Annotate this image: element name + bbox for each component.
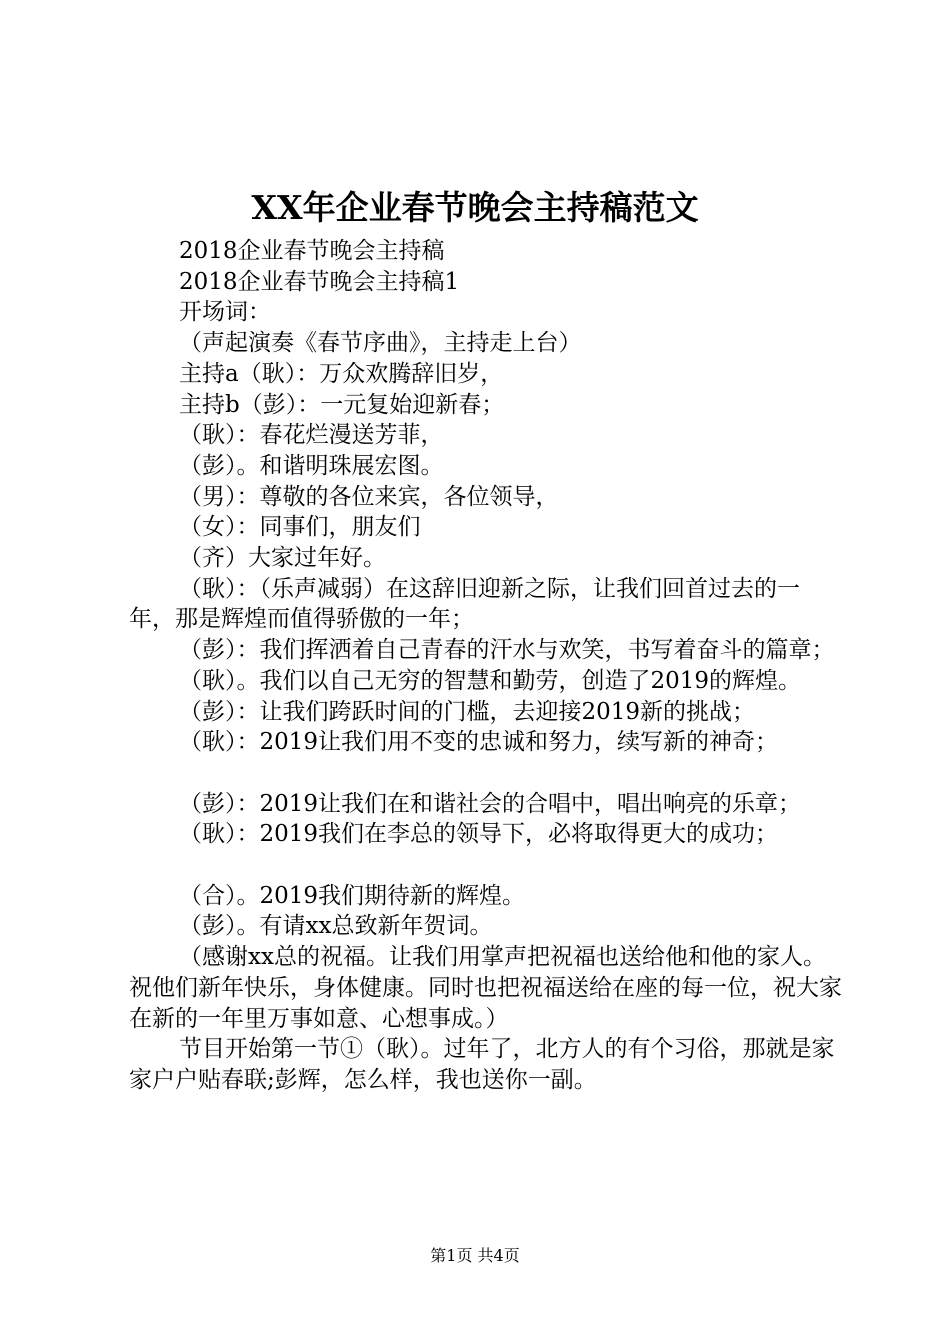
paragraph: 节目开始第一节①（耿）。过年了，北方人的有个习俗，那就是家家户户贴春联;彭辉，怎么样，我也送你一副。 xyxy=(129,1036,835,1093)
paragraph: （声起演奏《春节序曲》，主持走上台） xyxy=(179,330,582,357)
document-title: XX年企业春节晚会主持稿范文 xyxy=(251,188,699,227)
paragraph: （彭）：2019让我们在和谐社会的合唱中，唱出响亮的乐章； xyxy=(179,790,802,817)
paragraph: （女）：同事们，朋友们 xyxy=(179,514,421,541)
paragraph: 主持a（耿）：万众欢腾辞旧岁， xyxy=(179,360,504,387)
paragraph: （男）：尊敬的各位来宾，各位领导， xyxy=(179,483,559,510)
paragraph: （彭）。和谐明珠展宏图。 xyxy=(179,452,444,479)
paragraph: （耿）：2019让我们用不变的忠诚和努力，续写新的神奇； xyxy=(179,729,779,756)
paragraph: 主持b（彭）：一元复始迎新春； xyxy=(179,391,505,418)
paragraph: （耿）：（乐声减弱）在这辞旧迎新之际，让我们回首过去的一年，那是辉煌而值得骄傲的一年； xyxy=(129,575,800,633)
paragraph: （感谢xx总的祝福。让我们用掌声把祝福也送给他和他的家人。祝他们新年快乐，身体健康。同时也把祝福送给在座的每一位，祝大家在新的一年里万事如意、心想事成。） xyxy=(129,944,842,1032)
paragraph: （彭）：让我们跨跃时间的门槛，去迎接2019新的挑战； xyxy=(179,698,756,725)
paragraph: （彭）。有请xx总致新年贺词。 xyxy=(179,913,493,940)
paragraph: 2018企业春节晚会主持稿 xyxy=(179,238,445,264)
paragraph: （耿）：春花烂漫送芳菲， xyxy=(179,422,444,449)
document-body xyxy=(129,236,844,1096)
paragraph: （彭）：我们挥洒着自己青春的汗水与欢笑，书写着奋斗的篇章； xyxy=(179,637,835,664)
paragraph: （合）。2019我们期待新的辉煌。 xyxy=(179,882,526,909)
paragraph: （齐）大家过年好。 xyxy=(179,545,386,572)
paragraph: 2018企业春节晚会主持稿1 xyxy=(179,268,460,295)
paragraph: （耿）：2019我们在李总的领导下，必将取得更大的成功； xyxy=(179,821,779,848)
paragraph: （耿）。我们以自己无穷的智慧和勤劳，创造了2019的辉煌。 xyxy=(179,667,802,694)
paragraph: 开场词： xyxy=(179,299,271,326)
page-footer: 第1页 共4页 xyxy=(430,1246,520,1265)
